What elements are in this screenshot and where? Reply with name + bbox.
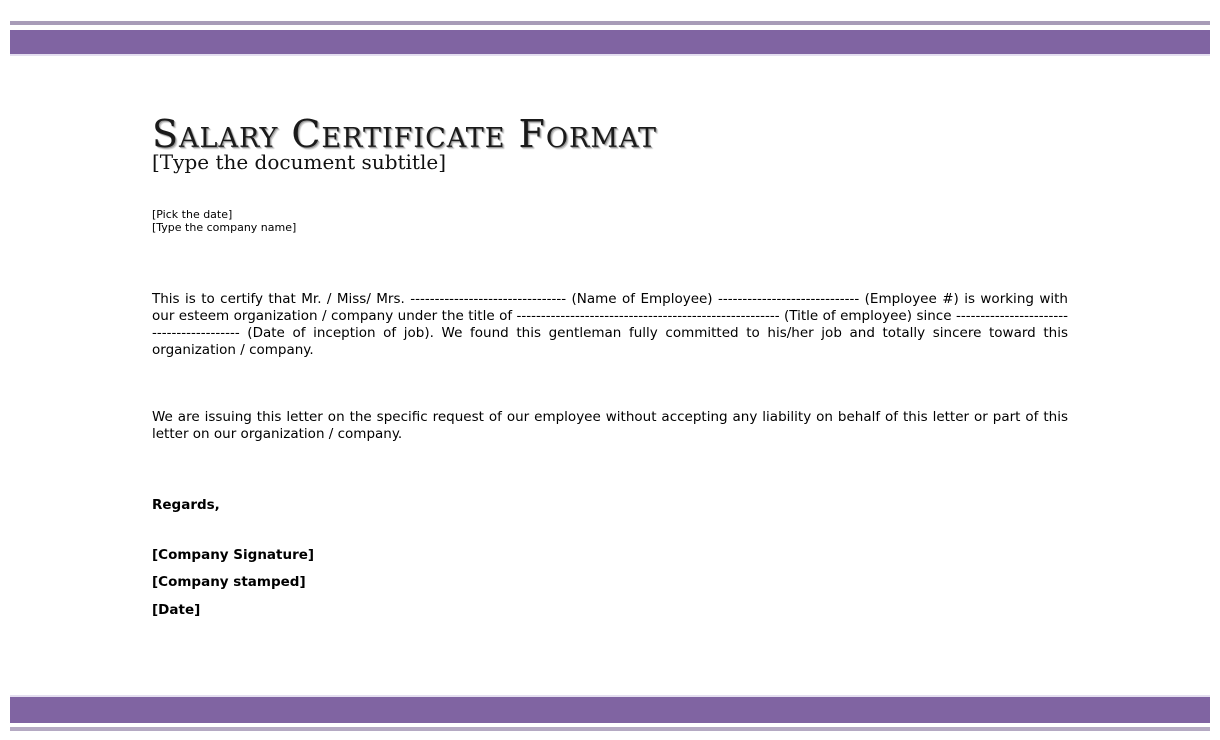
- company-stamp: [Company stamped]: [152, 574, 306, 590]
- footer-thin-line: [10, 727, 1210, 731]
- company-signature: [Company Signature]: [152, 547, 315, 563]
- header-thin-line: [10, 21, 1210, 25]
- regards-text: Regards,: [152, 497, 220, 513]
- header-band: [10, 30, 1210, 54]
- company-name-placeholder: [Type the company name]: [152, 221, 297, 234]
- document-subtitle: [Type the document subtitle]: [152, 150, 447, 174]
- certificate-paragraph: This is to certify that Mr. / Miss/ Mrs. -------------------------------- (Name of Employee) ----------------------------- (Employee #) is working with our esteem organization / company under the title of ------------------------------------------------------ (Title of employee) since ----------------------------------------- (Date of inception of job). We found this gentleman fully committed to his/her job and totally sincere toward this organization / company.: [152, 291, 1068, 358]
- footer-band: [10, 697, 1210, 723]
- disclaimer-paragraph: We are issuing this letter on the specific request of our employee without accepting any liability on behalf of this letter or part of this letter on our organization / company.: [152, 409, 1068, 442]
- document-title: Salary Certificate Format: [152, 112, 658, 156]
- header-band-shadow: [10, 54, 1210, 56]
- signature-date: [Date]: [152, 602, 201, 618]
- date-placeholder: [Pick the date]: [152, 208, 233, 221]
